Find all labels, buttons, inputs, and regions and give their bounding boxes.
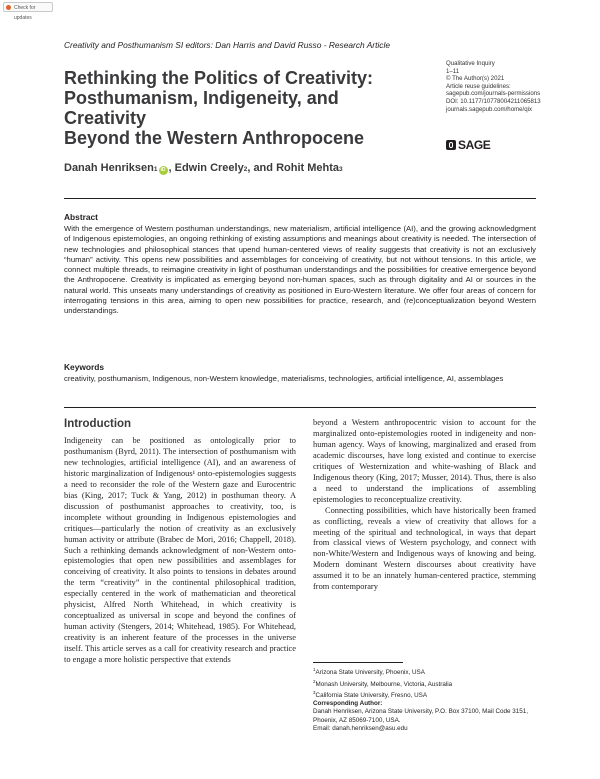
- body-paragraph: Connecting possibilities, which have historically been framed as conflicting, reveals a view of creativity that allows for a meeting of the spiritual and technological, in ways that depart from classical views of Western psychology, and connect with non-White/Western and Indigenous ways of knowing and being. Modern dominant Western discourses about creativity have assumed it to be an innately human-centered practice, stemming from contemporary: [313, 505, 536, 592]
- corresponding-author: [313, 700, 536, 734]
- doi-link[interactable]: DOI: 10.1177/10778004211065813: [446, 97, 541, 105]
- corresponding-address: Danah Henriksen, Arizona State University, P.O. Box 37100, Mail Code 3151, Phoenix, AZ 85069-7100, USA.: [313, 708, 529, 724]
- author-name: Danah Henriksen: [64, 162, 154, 174]
- corresponding-heading: Corresponding Author:: [313, 700, 383, 707]
- divider: [64, 198, 536, 199]
- affiliation-text: Monash University, Melbourne, Victoria, Australia: [315, 680, 453, 688]
- body-column-right: [313, 418, 536, 593]
- affiliation-marker: 3: [339, 166, 343, 173]
- title-line: Posthumanism, Indigeneity, and Creativity: [64, 88, 339, 128]
- sage-logo-icon: [446, 140, 456, 150]
- check-for-updates-label: Check for updates: [14, 5, 36, 21]
- publisher-logo: [446, 138, 490, 152]
- body-column-left: [64, 436, 296, 666]
- journal-name: Qualitative Inquiry: [446, 60, 495, 67]
- affiliation-marker: 2: [243, 166, 248, 173]
- footnote-divider: [313, 662, 403, 663]
- journal-home-link[interactable]: journals.sagepub.com/home/qix: [446, 105, 533, 113]
- title-line: Rethinking the Politics of Creativity:: [64, 68, 374, 88]
- affiliation-text: Arizona State University, Phoenix, USA: [315, 669, 425, 677]
- page-range: 1–11: [446, 67, 460, 75]
- keywords-heading: Keywords: [64, 362, 105, 372]
- keywords-text: creativity, posthumanism, Indigenous, non-Western knowledge, materialisms, technologies, artificial intelligence, AI, assemblages: [64, 374, 504, 383]
- title-line: Beyond the Western Anthropocene: [64, 128, 365, 148]
- permissions-link[interactable]: sagepub.com/journals-permissions: [446, 90, 541, 98]
- abstract-heading: Abstract: [64, 212, 98, 222]
- affiliation-text: California State University, Fresno, USA: [315, 692, 428, 700]
- affiliations: [313, 666, 452, 701]
- orcid-icon[interactable]: iD: [160, 167, 166, 173]
- section-heading: Introduction: [64, 418, 132, 430]
- running-head: Creativity and Posthumanism SI editors: Dan Harris and David Russo - Research Article: [64, 40, 390, 50]
- affiliation-marker: 3: [313, 690, 316, 696]
- affiliation-item: [313, 666, 452, 678]
- affiliation-item: [313, 678, 452, 690]
- publisher-name: SAGE: [458, 138, 491, 152]
- body-paragraph: beyond a Western anthropocentric vision to account for the marginalized onto-epistemologies rooted in indigeneity and non-human agency. Ways of knowing, marginalized and erased from academic discourses, have long existed and continue to exercise critiques of Westernization and white-washing of Black and Indigenous theory (King, 2017; Musser, 2014). Thus, there is also a need to understand the implications of assembling epistemologies to reconceptualize creativity.: [313, 418, 536, 504]
- author-line: [64, 162, 343, 175]
- author-separator: , and: [247, 162, 277, 174]
- divider: [64, 407, 536, 408]
- copyright: © The Author(s) 2021: [446, 75, 505, 83]
- journal-meta: [446, 60, 541, 113]
- affiliation-marker: 2: [313, 678, 316, 684]
- affiliation-marker: 1: [313, 667, 316, 672]
- reuse-guidelines-label: Article reuse guidelines:: [446, 82, 511, 90]
- corresponding-email[interactable]: Email: danah.henriksen@asu.edu: [313, 725, 408, 733]
- updates-icon: [6, 5, 11, 10]
- check-for-updates-badge[interactable]: [3, 2, 53, 21]
- author-name: Edwin Creely: [174, 162, 244, 174]
- author-name: Rohit Mehta: [276, 162, 340, 174]
- article-title: [64, 68, 424, 148]
- body-paragraph: Indigeneity can be positioned as ontologically prior to posthumanism (Byrd, 2011). The intersection of posthumanism with new technologies, artificial intelligence (AI), and an awareness of historic marginalization of Indigenous¹ onto-epistemologies suggests a need to reconsider the role of the Western gaze and Eurocentric bias (King, 2017; Tuck & Yang, 2012) in posthuman theory. A discussion of posthumanist approaches to creativity, too, is incomplete without grounding in Indigenous epistemologies and critiques—particularly the notion of creativity as an exclusively human activity or attribute (Brabec de Mori, 2016; Chappell, 2018). Such a rethinking demands acknowledgment of non-Western onto-epistemologies that open new possibilities and assemblages for conceiving of creativity. It also points to tensions in debates around the term “creativity” in the continental philosophical tradition, especially centered in the work of mathematician and theoretical physicist, Alfred North Whitehead, in which creativity is conceptualized as universal in scope and beyond the confines of human activity (Stengers, 2014; Whitehead, 1985). For Whitehead, creativity is an inherent feature of the processes in the universe itself. This article serves as a call for creativity research and practice to engage a more holistic perspective that extends: [64, 436, 296, 665]
- affiliation-marker: 1: [153, 166, 158, 173]
- author-separator: ,: [168, 162, 175, 174]
- abstract-text: With the emergence of Western posthuman understandings, new materialism, artificial intelligence (AI), and the growing acknowledgment of Indigenous epistemologies, an ongoing rethinking of existing assumptions and meanings about creativity is needed. The intersection of new technologies and philosophical stances that upend human-centered views of reality suggests that creativity is not an exclusively “human” activity. This opens new possibilities and assemblages for conceiving of creativity, but not without tensions. In this article, we connect multiple threads, to reimagine creativity in light of posthuman understandings and the possibilities for creative emergence beyond the Anthropocene. Creativity is implicated as emerging beyond non-human spaces, such as through digitality and AI or sources in the natural world. This unseats many understandings of creativity as positioned in Euro-Western literature. We offer four areas of concern for interrogating tensions in this area, aiming to open new possibilities for practice, research, and (re)conceptualization beyond Western understandings.: [64, 224, 536, 316]
